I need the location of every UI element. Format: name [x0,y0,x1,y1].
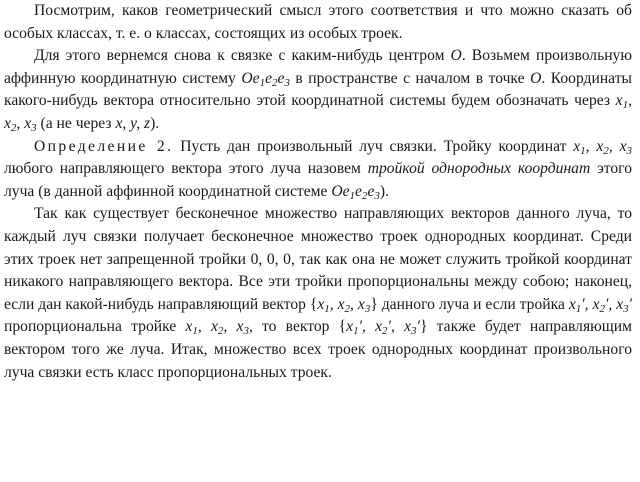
document-page [4,0,632,384]
center-O: O [450,47,462,65]
paragraph-2 [4,45,632,135]
paragraph-1 [4,0,632,45]
paragraph-4-text-e: } также будет направляющим вектором того же луча. Итак, множество всех троек однородных координат произвольного луча связки есть класс пропорциональных троек. [4,318,633,381]
paragraph-4-text-b: } данного луча и если тройка [370,295,569,313]
paragraph-4-text-a: Так как существует бесконечное множество направляющих векторов данного луча, то каждый луч связки получает бесконечное множество троек однородных координат. Среди этих троек нет запрещенной тройки 0, 0, 0, так как она не может служить тройкой координат никакого направляющего вектора. Все эти тройки пропорциональны между собою; наконец, если дан какой-нибудь направляющий вектор { [4,205,632,313]
paragraph-2-text-e: (а не через [36,114,116,132]
definition-2 [4,136,632,204]
paragraph-4 [4,203,632,384]
triple-x1-x2-x3: $x_1$, $x_2$, $x_3$ [185,318,249,338]
definition-label: Определение 2. [34,137,174,155]
definition-text-a: Пусть дан произвольный луч связки. Тройку координат [173,137,574,155]
coordinates-x1-x2-x3: $x_1$, $x_2$, $x_3$ [573,137,633,157]
vector-x1-x2-x3: $x_1$, $x_2$, $x_3$ [317,295,371,315]
paragraph-1-text: Посмотрим, каков геометрический смысл этого соответствия и что можно сказать об особых классах, т. е. о классах, состоящих из особых троек. [4,2,632,42]
definition-text-d: ). [379,182,389,200]
definition-text-b: любого направляющего вектора этого луча назовем [4,160,368,178]
paragraph-4-text-d: , то вектор { [248,318,347,336]
paragraph-2-text-b: . Возьмем произвольную аффинную координатную систему [4,47,632,87]
vector-x-prime: $x_1'$, $x_2'$, $x_3'$ [346,318,420,338]
coordinates-xyz: x, y, z [115,114,151,132]
paragraph-2-text-d: . Координаты какого-нибудь вектора относительно этой координатной системы будем обозначать через [4,69,632,110]
defined-term: тройкой однородных координат [367,160,591,178]
paragraph-2-text-f: ). [150,114,160,132]
paragraph-2-text-c: в пространстве с началом в точке [289,69,531,87]
definition-text-c: этого луча (в данной аффинной координатной системе [4,160,632,200]
triple-x-prime: $x_1'$, $x_2'$, $x_3'$ [568,295,633,315]
paragraph-4-text-c: пропорциональна тройке [4,318,186,336]
coordinates-x1-x2-x3: $x_1$, $x_2$, $x_3$ [4,92,632,134]
paragraph-2-text-a: Для этого вернемся снова к связке с каким-нибудь центром [34,47,451,65]
coordinate-system: $Oe_1e_2e_3$ [331,182,380,202]
origin-O: O [530,69,542,87]
coordinate-system: $Oe_1e_2e_3$ [241,69,290,89]
